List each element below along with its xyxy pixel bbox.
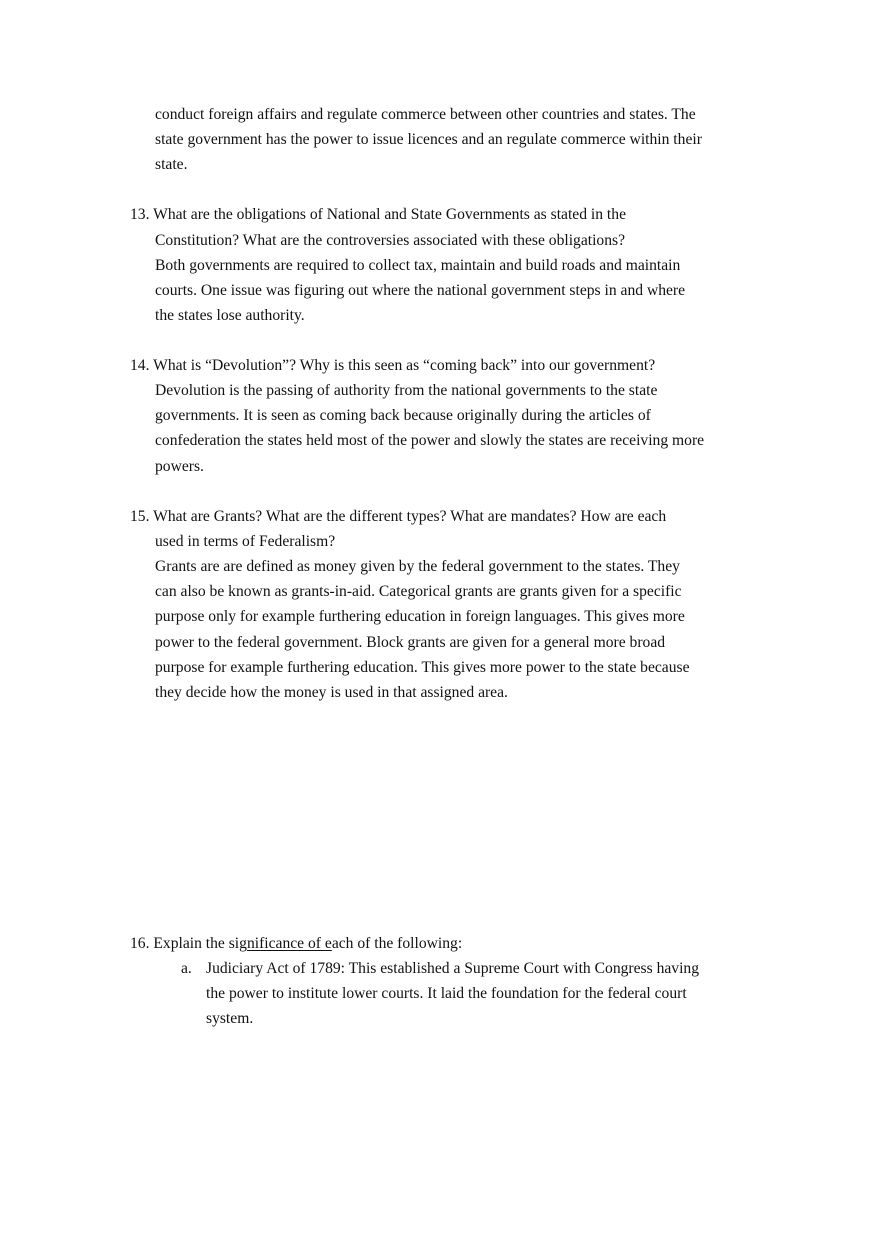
q16-question-prefix: 16. Explain the si <box>130 935 240 952</box>
q16-question-suffix: ach of the following: <box>331 935 463 952</box>
q14-answer-line-1: Devolution is the passing of authority from the national governments to the state <box>155 382 658 399</box>
q15-question-line-2: used in terms of Federalism? <box>155 533 336 550</box>
q15-answer-line-2: can also be known as grants-in-aid. Categorical grants are grants given for a specific <box>155 583 682 600</box>
q13-answer-line-1: Both governments are required to collect tax, maintain and build roads and maintain <box>155 257 681 274</box>
q13-answer-line-3: the states lose authority. <box>155 307 305 324</box>
q14-answer-line-3: confederation the states held most of the power and slowly the states are receiving more <box>155 432 705 449</box>
q16-question <box>130 935 462 953</box>
q16-item-a-line-3: system. <box>206 1010 254 1027</box>
q16-item-a-line-1: Judiciary Act of 1789: This established a Supreme Court with Congress having <box>206 960 700 977</box>
q13-answer-line-2: courts. One issue was figuring out where the national government steps in and where <box>155 282 686 299</box>
q15-answer-line-1: Grants are are defined as money given by the federal government to the states. They <box>155 558 680 575</box>
q13-question-line-1: 13. What are the obligations of National and State Governments as stated in the <box>130 206 626 223</box>
continuation-line-3: state. <box>155 156 188 173</box>
q16-question-underlined: gnificance of e <box>239 935 332 952</box>
q14-answer-line-2: governments. It is seen as coming back because originally during the articles of <box>155 407 651 424</box>
q13-question-line-2: Constitution? What are the controversies associated with these obligations? <box>155 232 626 249</box>
q16-item-a-marker: a. <box>181 960 192 977</box>
continuation-line-1: conduct foreign affairs and regulate commerce between other countries and states. The <box>155 106 696 123</box>
continuation-line-2: state government has the power to issue licences and an regulate commerce within their <box>155 131 702 148</box>
q15-question-line-1: 15. What are Grants? What are the different types? What are mandates? How are each <box>130 508 667 525</box>
q14-question-line-1: 14. What is “Devolution”? Why is this seen as “coming back” into our government? <box>130 357 656 374</box>
q15-answer-line-5: purpose for example furthering education. This gives more power to the state because <box>155 659 690 676</box>
q15-answer-line-3: purpose only for example furthering education in foreign languages. This gives more <box>155 608 685 625</box>
q15-answer-line-4: power to the federal government. Block grants are given for a general more broad <box>155 634 666 651</box>
q14-answer-line-4: powers. <box>155 458 204 475</box>
q16-item-a-line-2: the power to institute lower courts. It laid the foundation for the federal court <box>206 985 687 1002</box>
q15-answer-line-6: they decide how the money is used in that assigned area. <box>155 684 508 701</box>
